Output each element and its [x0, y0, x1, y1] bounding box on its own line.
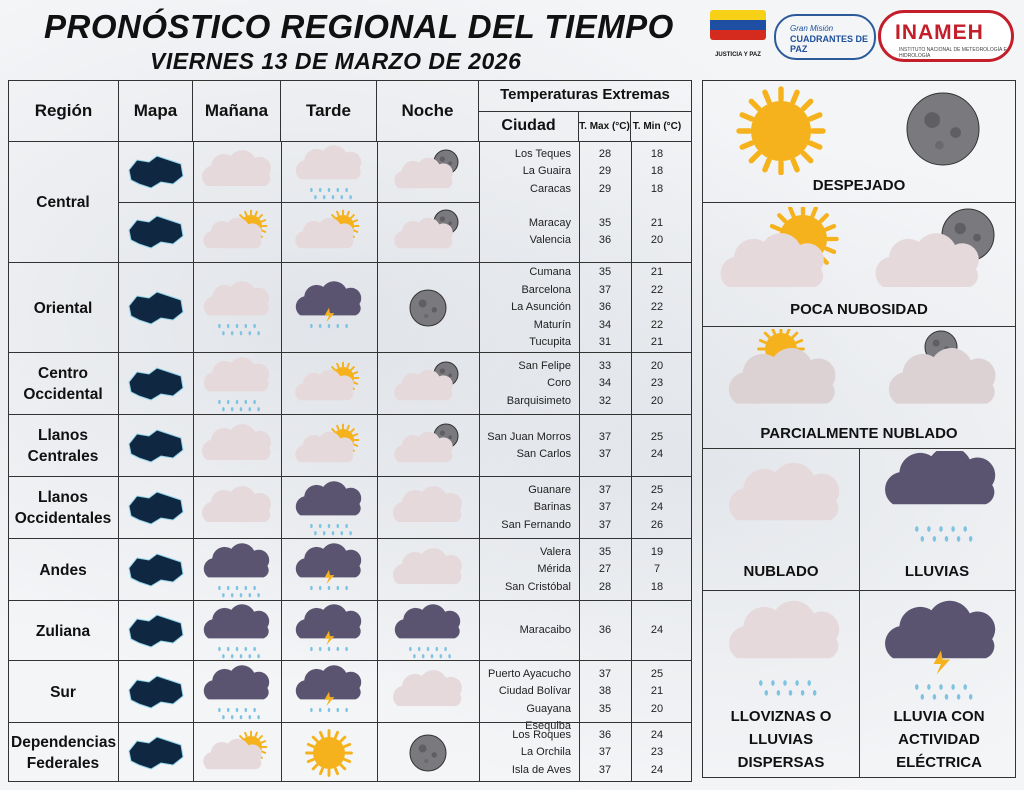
tmin-list	[631, 264, 683, 352]
legend-item	[703, 327, 1015, 449]
mostly-cloudy-night-icon	[873, 329, 1013, 424]
moon-icon	[893, 85, 993, 180]
drizzle-cloud-icon	[711, 599, 851, 710]
tmax-value: 34	[598, 318, 612, 331]
tmax-value: 36	[598, 234, 612, 246]
tmin-value: 19	[650, 545, 664, 558]
tmax-value: 36	[598, 728, 612, 741]
city-name: San Juan Morros	[487, 430, 571, 443]
manana-weather-nublado-icon	[195, 480, 279, 541]
tmin-value: 23	[650, 746, 664, 759]
tmax-value: 37	[598, 763, 612, 776]
tmin-value: 21	[650, 685, 664, 698]
header	[0, 0, 1024, 80]
page-title: PRONÓSTICO REGIONAL DEL TIEMPO	[44, 8, 674, 45]
rain-cloud-icon	[867, 451, 1007, 556]
tmax-value: 37	[598, 483, 612, 496]
manana-weather-lloviznas-icon	[195, 280, 279, 341]
tmax-value: 35	[598, 216, 612, 229]
legend-label-nublado: NUBLADO	[743, 563, 819, 580]
tmax-value: 29	[598, 182, 612, 195]
region-map	[125, 364, 187, 409]
region-cell	[9, 539, 119, 600]
region-cell	[9, 477, 119, 538]
tmin-value: 20	[650, 702, 664, 715]
region-map	[125, 550, 187, 595]
region-row	[9, 660, 691, 733]
tmax-value: 37	[598, 501, 612, 514]
tmin-list	[631, 146, 683, 199]
tarde-weather-tormenta-icon	[283, 664, 375, 725]
tarde-weather-tormenta-icon	[283, 542, 375, 603]
noche-weather-despejado-noche-icon	[379, 280, 477, 341]
tmin-value: 18	[650, 580, 664, 593]
legend-item	[703, 591, 1015, 777]
city-name: Valencia	[529, 234, 571, 246]
tmin-value: 24	[650, 501, 664, 514]
temps-title: Temperaturas Extremas	[500, 86, 670, 103]
tmin-value: 24	[650, 448, 664, 460]
city-list	[479, 666, 579, 733]
region-name: Central	[36, 193, 90, 211]
cuadrantes-de-paz-logo: Gran Misión CUADRANTES DE PAZ	[774, 14, 876, 60]
tmin-list	[631, 727, 683, 780]
city-list	[479, 544, 579, 597]
column-manana: Mañana	[193, 81, 281, 141]
column-noche: Noche	[377, 81, 479, 141]
tmin-list	[631, 622, 683, 640]
city-name: Guanare	[528, 483, 571, 496]
legend-label-despejado: DESPEJADO	[812, 177, 906, 194]
tmax-value: 37	[598, 283, 612, 296]
tmin-list	[631, 666, 683, 719]
city-name: Coro	[547, 377, 571, 390]
tmax-value: 29	[598, 165, 612, 178]
noche-weather-nublado-icon	[379, 542, 477, 603]
tarde-weather-lluvias-icon	[283, 480, 375, 541]
city-name: La Orchila	[520, 746, 571, 759]
tmax-value: 38	[598, 685, 612, 698]
region-name: Oriental	[33, 299, 93, 317]
noche-weather-nublado-icon	[379, 480, 477, 541]
tmax-value: 36	[598, 624, 612, 637]
region-cell	[9, 142, 119, 262]
manana-weather-lluvias-icon	[195, 603, 279, 664]
tarde-weather-parcial-dia-icon	[283, 418, 375, 479]
region-cell	[9, 601, 119, 660]
tmin-value: 18	[650, 182, 664, 195]
tmax-list	[579, 264, 631, 352]
manana-weather-parcial-dia-icon	[195, 204, 279, 265]
column-mapa: Mapa	[119, 81, 193, 141]
column-tarde: Tarde	[281, 81, 377, 141]
tmax-value: 28	[598, 147, 612, 160]
legend-label-electrica: LLUVIA CON ACTIVIDAD ELÉCTRICA	[893, 708, 985, 771]
region-name: Llanos Centrales	[27, 427, 99, 465]
tarde-weather-parcial-dia-icon	[283, 356, 375, 417]
region-row	[9, 722, 691, 782]
forecast-table	[8, 80, 692, 782]
region-row	[9, 600, 691, 660]
tmax-list	[579, 727, 631, 780]
tmin-value: 21	[650, 266, 664, 279]
region-name: Centro Occidental	[23, 365, 103, 403]
noche-weather-parcial-noche-icon	[379, 356, 477, 417]
tmin-value: 24	[650, 763, 664, 776]
region-cell	[9, 661, 119, 722]
manana-weather-lloviznas-icon	[195, 356, 279, 417]
city-list	[479, 622, 579, 640]
tmin-value: 21	[650, 336, 664, 349]
tmin-list	[631, 215, 683, 250]
tmin-list	[631, 429, 683, 464]
legend-label-parcial: PARCIALMENTE NUBLADO	[760, 425, 958, 442]
thunderstorm-icon	[867, 599, 1007, 710]
city-list	[479, 264, 579, 352]
city-name: San Fernando	[501, 518, 571, 531]
city-name: La Guaira	[522, 165, 571, 178]
partly-cloudy-night-icon	[868, 207, 1008, 308]
region-map	[125, 152, 187, 197]
tmax-value: 35	[598, 545, 612, 558]
venezuela-flag-logo: JUSTICIA Y PAZ	[710, 10, 766, 58]
noche-weather-parcial-noche-icon	[379, 418, 477, 479]
tarde-weather-parcial-dia-icon	[283, 204, 375, 265]
partly-sunny-icon	[713, 207, 853, 308]
city-name: Isla de Aves	[511, 763, 571, 776]
inameh-logo: INAMEH INSTITUTO NACIONAL DE METEOROLOGÍA E HIDROLOGÍA	[878, 10, 1014, 62]
tmax-value: 36	[598, 301, 612, 314]
tmin-value: 18	[650, 147, 664, 160]
city-name: Maturín	[533, 318, 571, 331]
region-map	[125, 733, 187, 778]
tmin-value: 20	[650, 359, 664, 372]
noche-weather-despejado-noche-icon	[379, 725, 477, 786]
region-row	[9, 142, 691, 262]
region-name: Dependencias Federales	[11, 734, 117, 772]
tmin-value: 20	[650, 234, 664, 246]
region-name: Sur	[50, 683, 76, 701]
tmax-value: 37	[598, 518, 612, 531]
region-name: Andes	[39, 561, 87, 579]
column-tmax: T. Max (°C)	[579, 111, 631, 141]
tmax-list	[579, 358, 631, 411]
noche-weather-parcial-noche-icon	[379, 144, 477, 205]
tmin-value: 22	[650, 283, 664, 296]
region-row	[9, 476, 691, 538]
region-row	[9, 538, 691, 600]
city-list	[479, 146, 579, 199]
city-name: Los Roques	[512, 728, 571, 741]
region-row	[9, 262, 691, 352]
tmax-value: 31	[598, 336, 612, 349]
tarde-weather-tormenta-icon	[283, 280, 375, 341]
city-name: Barquisimeto	[506, 394, 571, 407]
legend-label-lluvias: LLUVIAS	[904, 563, 970, 580]
sun-icon	[731, 85, 831, 180]
tmax-list	[579, 146, 631, 199]
manana-weather-lluvias-icon	[195, 542, 279, 603]
column-ciudad: Ciudad	[479, 111, 579, 141]
region-map	[125, 288, 187, 333]
noche-weather-parcial-noche-icon	[379, 204, 477, 265]
tmax-value: 28	[598, 580, 612, 593]
city-name: Puerto Ayacucho	[488, 667, 571, 680]
mostly-cloudy-day-icon	[713, 329, 853, 424]
tmax-value: 35	[598, 266, 612, 279]
region-cell	[9, 415, 119, 476]
city-name: Valera	[540, 545, 571, 558]
tmin-value: 18	[650, 165, 664, 178]
city-name: Cumana	[529, 266, 571, 279]
tarde-weather-tormenta-icon	[283, 603, 375, 664]
noche-weather-lluvias-icon	[379, 603, 477, 664]
tmax-value: 32	[598, 394, 612, 407]
city-name: Caracas	[530, 182, 571, 195]
tmax-value: 37	[598, 430, 612, 443]
tmax-value: 37	[598, 448, 612, 460]
tmin-value: 20	[650, 394, 664, 407]
legend-panel	[702, 80, 1016, 778]
tmin-value: 24	[650, 624, 664, 637]
region-map	[125, 672, 187, 717]
city-name: Barinas	[533, 501, 571, 514]
tmax-list	[579, 429, 631, 464]
city-name: Barcelona	[521, 283, 571, 296]
legend-item	[703, 81, 1015, 203]
city-name: Maracaibo	[519, 624, 571, 637]
tarde-weather-despejado-dia-icon	[283, 725, 375, 786]
forecast-date: VIERNES 13 DE MARZO DE 2026	[150, 48, 522, 74]
legend-item	[703, 203, 1015, 327]
tmax-list	[579, 666, 631, 719]
cloud-icon	[711, 451, 851, 556]
tmin-list	[631, 358, 683, 411]
noche-weather-nublado-icon	[379, 664, 477, 725]
manana-weather-lluvias-icon	[195, 664, 279, 725]
tmax-value: 37	[598, 746, 612, 759]
city-name: Los Teques	[514, 147, 571, 160]
tmin-list	[631, 482, 683, 535]
region-row	[9, 352, 691, 414]
region-cell	[9, 723, 119, 782]
region-map	[125, 488, 187, 533]
city-name: San Carlos	[516, 448, 571, 460]
city-list	[479, 429, 579, 464]
tmax-value: 34	[598, 377, 612, 390]
city-list	[479, 215, 579, 250]
tmin-value: 25	[650, 667, 664, 680]
region-name: Zuliana	[35, 622, 91, 640]
region-cell	[9, 353, 119, 414]
legend-label-lloviznas: LLOVIZNAS O LLUVIAS DISPERSAS	[730, 708, 832, 771]
region-map	[125, 611, 187, 656]
manana-weather-parcial-dia-icon	[195, 725, 279, 786]
region-map	[125, 426, 187, 471]
city-name: La Asunción	[511, 301, 571, 314]
city-name: San Cristóbal	[504, 580, 571, 593]
city-name: San Felipe	[518, 359, 571, 372]
city-name: Ciudad Bolívar	[498, 685, 571, 698]
city-name: Mérida	[537, 563, 571, 576]
manana-weather-nublado-icon	[195, 144, 279, 205]
region-map	[125, 212, 187, 257]
tmin-value: 21	[650, 216, 664, 229]
region-name: Llanos Occidentales	[14, 489, 112, 527]
tmin-value: 25	[650, 430, 664, 443]
city-name: Tucupita	[529, 336, 571, 349]
tmin-value: 22	[650, 318, 664, 331]
tmax-value: 27	[598, 563, 612, 576]
tmax-value: 35	[598, 702, 612, 715]
city-name: Guayana Esequiba	[525, 702, 571, 733]
tmin-value: 7	[653, 563, 661, 576]
column-tmin: T. Min (°C)	[632, 120, 682, 132]
tarde-weather-lloviznas-icon	[283, 144, 375, 205]
region-row	[9, 414, 691, 476]
tmin-value: 25	[650, 483, 664, 496]
tmin-list	[631, 544, 683, 597]
tmin-value: 22	[650, 301, 664, 314]
tmax-list	[579, 622, 631, 640]
tmin-value: 23	[650, 377, 664, 390]
tmax-value: 33	[598, 359, 612, 372]
tmin-value: 24	[650, 728, 664, 741]
region-cell	[9, 263, 119, 352]
tmin-value: 26	[650, 518, 664, 531]
temperatures-header	[479, 81, 691, 141]
city-name: Maracay	[528, 216, 571, 229]
city-list	[479, 727, 579, 780]
tmax-list	[579, 544, 631, 597]
tmax-list	[579, 215, 631, 250]
tmax-value: 37	[598, 667, 612, 680]
column-region: Región	[9, 81, 119, 141]
city-list	[479, 358, 579, 411]
logos	[706, 8, 1018, 68]
legend-label-poca: POCA NUBOSIDAD	[790, 301, 928, 318]
tmax-list	[579, 482, 631, 535]
manana-weather-nublado-icon	[195, 418, 279, 479]
city-list	[479, 482, 579, 535]
